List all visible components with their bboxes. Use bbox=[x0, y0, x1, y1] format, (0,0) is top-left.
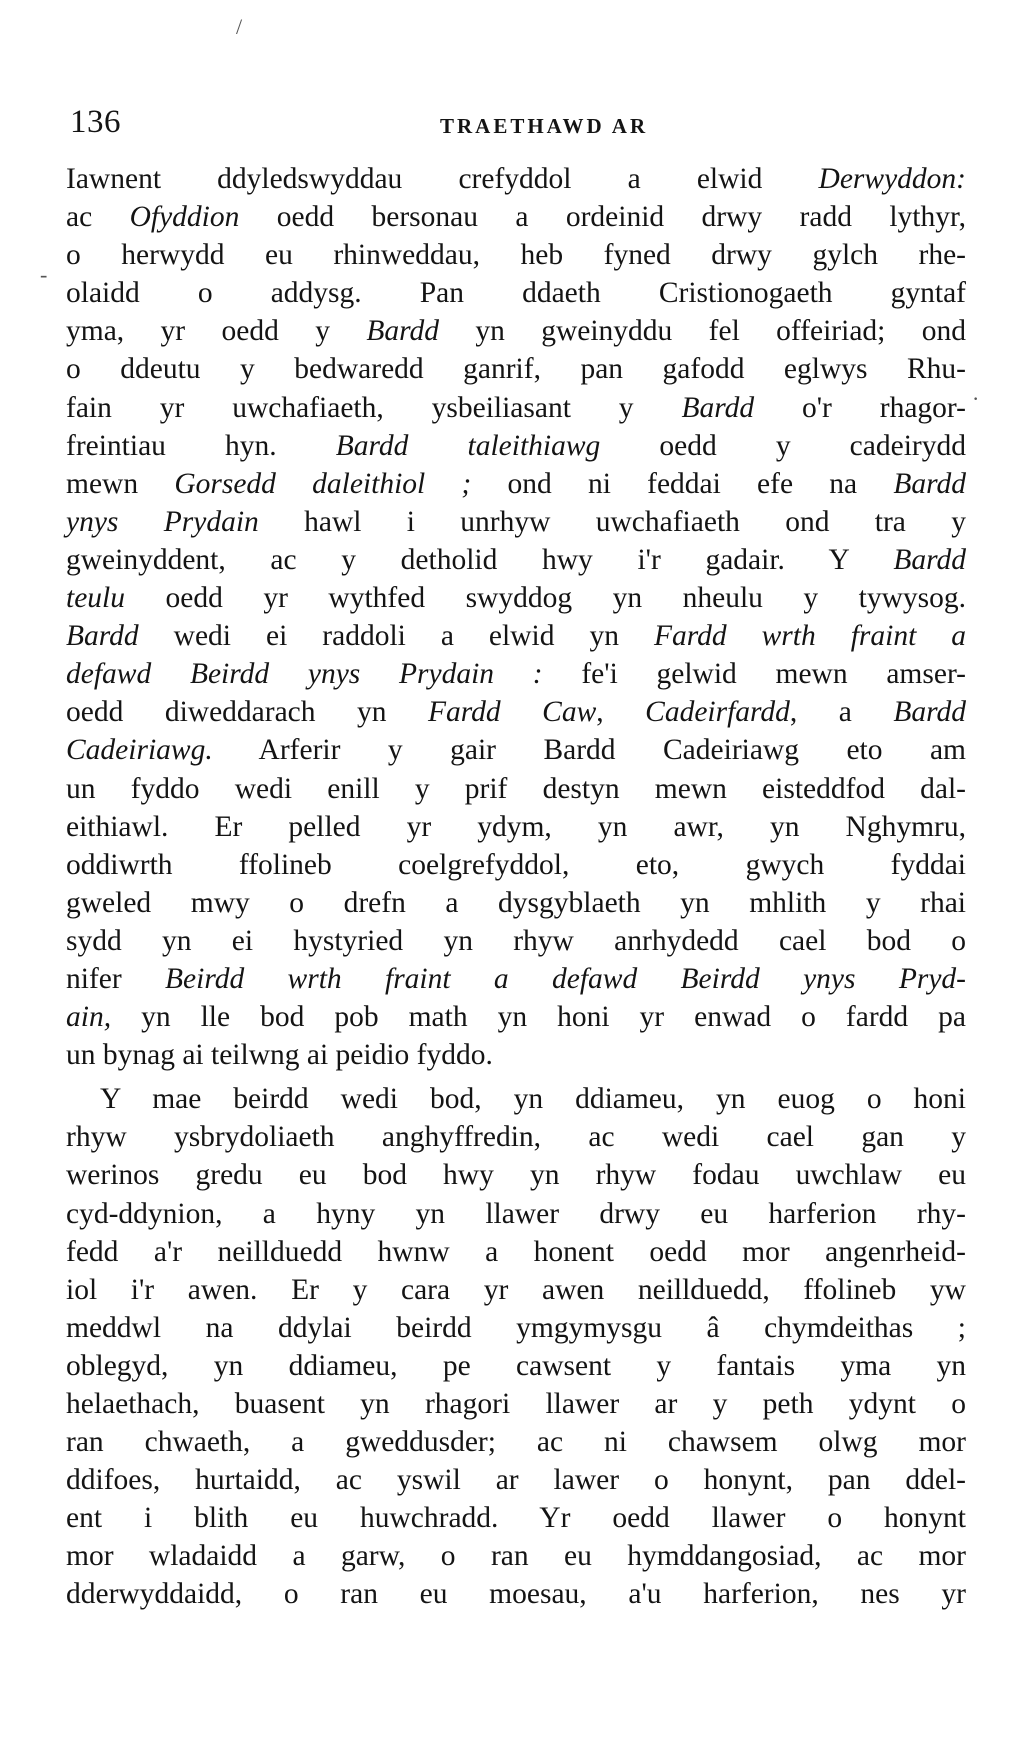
text-run: oedd y cadeirydd bbox=[600, 429, 966, 462]
italic-term: Derwyddon: bbox=[818, 163, 966, 195]
text-run: gweinyddent, ac y detholid hwy i'r gadair. Y bbox=[66, 543, 894, 576]
text-line bbox=[66, 617, 966, 655]
italic-term: Gorsedd daleithiol ; bbox=[174, 467, 472, 500]
italic-term: Bardd bbox=[681, 391, 755, 424]
text-run: sydd yn ei hystyried yn rhyw anrhydedd cael bod o bbox=[66, 924, 966, 957]
text-run: o ddeutu y bedwaredd ganrif, pan gafodd eglwys Rhu- bbox=[66, 353, 966, 386]
italic-term: Bardd bbox=[66, 620, 139, 653]
text-run: fain yr uwchafiaeth, ysbeiliasant y bbox=[66, 391, 682, 424]
text-run: werinos gredu eu bod hwy yn rhyw fodau uwchlaw eu bbox=[66, 1159, 966, 1192]
text-line bbox=[66, 579, 966, 617]
text-line bbox=[66, 655, 966, 693]
text-line bbox=[66, 808, 966, 846]
italic-term: teulu bbox=[66, 582, 125, 615]
text-line bbox=[66, 846, 966, 884]
text-run: , a bbox=[789, 696, 894, 729]
text-line bbox=[66, 1385, 966, 1423]
text-line bbox=[66, 1195, 966, 1233]
italic-term: Bardd bbox=[893, 467, 966, 500]
text-run: ent i blith eu huwchradd. Yr oedd llawer o honynt bbox=[66, 1502, 966, 1535]
text-line bbox=[66, 884, 966, 922]
text-line bbox=[66, 350, 966, 388]
text-line bbox=[66, 1575, 966, 1613]
text-run: o herwydd eu rhinweddau, heb fyned drwy gylch rhe- bbox=[66, 239, 966, 272]
text-run: freintiau hyn. bbox=[66, 429, 336, 462]
text-line bbox=[66, 541, 966, 579]
text-line bbox=[66, 236, 966, 274]
text-run: mor wladaidd a garw, o ran eu hymddangosiad, ac mor bbox=[66, 1540, 966, 1573]
italic-term: Beirdd wrth fraint a defawd Beirdd ynys Pryd- bbox=[165, 962, 966, 995]
text-run: oedd yr wythfed swyddog yn nheulu y tywysog. bbox=[125, 582, 966, 615]
italic-term: Fardd Caw bbox=[428, 696, 597, 729]
text-line bbox=[66, 1118, 966, 1156]
text-line bbox=[66, 1080, 966, 1118]
text-run: ond ni feddai efe na bbox=[471, 467, 894, 500]
text-run: iol i'r awen. Er y cara yr awen neillduedd, ffolineb yw bbox=[66, 1273, 966, 1306]
text-run: o'r rhagor- bbox=[754, 391, 966, 424]
italic-term: ain, bbox=[66, 1001, 112, 1034]
italic-term: Ofyddion bbox=[129, 201, 240, 234]
text-line bbox=[66, 1271, 966, 1309]
page-number: 136 bbox=[70, 104, 121, 140]
text-line bbox=[66, 465, 966, 503]
text-run: rhyw ysbrydoliaeth anghyffredin, ac wedi cael gan y bbox=[66, 1121, 966, 1154]
text-line bbox=[66, 1537, 966, 1575]
text-run: wedi ei raddoli a elwid yn bbox=[138, 620, 654, 653]
text-line bbox=[66, 274, 966, 312]
margin-mark-right: · bbox=[972, 386, 980, 411]
text-run: Arferir y gair Bardd Cadeiriawg eto am bbox=[212, 734, 966, 767]
text-run: ran chwaeth, a gweddusder; ac ni chawsem olwg mor bbox=[66, 1426, 966, 1459]
text-line bbox=[66, 1036, 966, 1074]
text-line bbox=[66, 160, 966, 198]
italic-term: Bardd bbox=[893, 543, 966, 576]
running-head: TRAETHAWD AR bbox=[440, 114, 649, 138]
text-run: eithiawl. Er pelled yr ydym, yn awr, yn Nghymru, bbox=[66, 810, 966, 843]
italic-term: Bardd taleithiawg bbox=[335, 429, 601, 462]
italic-term: Fardd wrth fraint a bbox=[653, 620, 967, 653]
text-run: oedd bersonau a ordeinid drwy radd lythyr, bbox=[239, 201, 966, 234]
text-run: yn lle bod pob math yn honi yr enwad o fardd pa bbox=[111, 1001, 966, 1034]
text-line bbox=[66, 693, 966, 731]
text-line bbox=[66, 960, 966, 998]
text-run: olaidd o addysg. Pan ddaeth Cristionogaeth gyntaf bbox=[66, 277, 966, 310]
text-run: gweled mwy o drefn a dysgyblaeth yn mhlith y rhai bbox=[66, 886, 966, 919]
text-run: hawl i unrhyw uwchafiaeth ond tra y bbox=[258, 505, 966, 538]
stray-ink-mark: / bbox=[236, 14, 243, 39]
italic-term: Bardd bbox=[893, 696, 967, 729]
italic-term: Cadeiriawg. bbox=[66, 734, 213, 767]
text-run: meddwl na ddylai beirdd ymgymysgu â chymdeithas ; bbox=[66, 1311, 966, 1344]
text-line bbox=[66, 731, 966, 769]
text-run: mewn bbox=[66, 467, 175, 500]
italic-term: defawd Beirdd ynys Prydain : bbox=[66, 658, 543, 691]
text-run: Iawnent ddyledswyddau crefyddol a elwid bbox=[66, 163, 819, 195]
text-line bbox=[66, 1347, 966, 1385]
italic-term: Cadeirfardd bbox=[645, 696, 790, 729]
text-line bbox=[66, 998, 966, 1036]
text-run: oblegyd, yn ddiameu, pe cawsent y fantais yma yn bbox=[66, 1349, 966, 1382]
text-line bbox=[66, 427, 966, 465]
text-line bbox=[66, 312, 966, 350]
text-line bbox=[66, 1499, 966, 1537]
text-run: un fyddo wedi enill y prif destyn mewn eisteddfod dal- bbox=[66, 772, 966, 805]
text-run: dderwyddaidd, o ran eu moesau, a'u harferion, nes yr bbox=[66, 1578, 966, 1611]
text-run: oddiwrth ffolineb coelgrefyddol, eto, gwych fyddai bbox=[66, 848, 966, 881]
text-line bbox=[66, 770, 966, 808]
text-line bbox=[66, 503, 966, 541]
italic-term: Bardd bbox=[366, 315, 439, 348]
text-line bbox=[66, 389, 966, 427]
text-line bbox=[66, 1461, 966, 1499]
italic-term: ynys Prydain bbox=[66, 505, 259, 538]
text-line bbox=[66, 922, 966, 960]
body-text bbox=[66, 160, 966, 1614]
margin-mark-left: - bbox=[40, 262, 48, 287]
text-run: fe'i gelwid mewn amser- bbox=[542, 658, 966, 691]
text-line bbox=[66, 1233, 966, 1271]
text-run: , bbox=[596, 696, 646, 729]
text-line bbox=[66, 1309, 966, 1347]
text-run: yn gweinyddu fel offeiriad; ond bbox=[438, 315, 966, 348]
text-run: un bynag ai teilwng ai peidio fyddo. bbox=[66, 1039, 493, 1072]
text-run: nifer bbox=[66, 962, 166, 995]
text-run: Y mae beirdd wedi bod, yn ddiameu, yn euog o honi bbox=[100, 1083, 966, 1116]
text-run: helaethach, buasent yn rhagori llawer ar y peth ydynt o bbox=[66, 1388, 966, 1420]
text-run: cyd-ddynion, a hyny yn llawer drwy eu harferion rhy- bbox=[66, 1197, 966, 1230]
text-run: fedd a'r neillduedd hwnw a honent oedd mor angenrheid- bbox=[66, 1235, 966, 1268]
text-run: oedd diweddarach yn bbox=[66, 696, 429, 729]
text-run: yma, yr oedd y bbox=[66, 315, 367, 348]
text-line bbox=[66, 198, 966, 236]
text-run: ddifoes, hurtaidd, ac yswil ar lawer o honynt, pan ddel- bbox=[66, 1464, 966, 1497]
text-line bbox=[66, 1156, 966, 1194]
text-line bbox=[66, 1423, 966, 1461]
text-run: ac bbox=[66, 201, 130, 234]
